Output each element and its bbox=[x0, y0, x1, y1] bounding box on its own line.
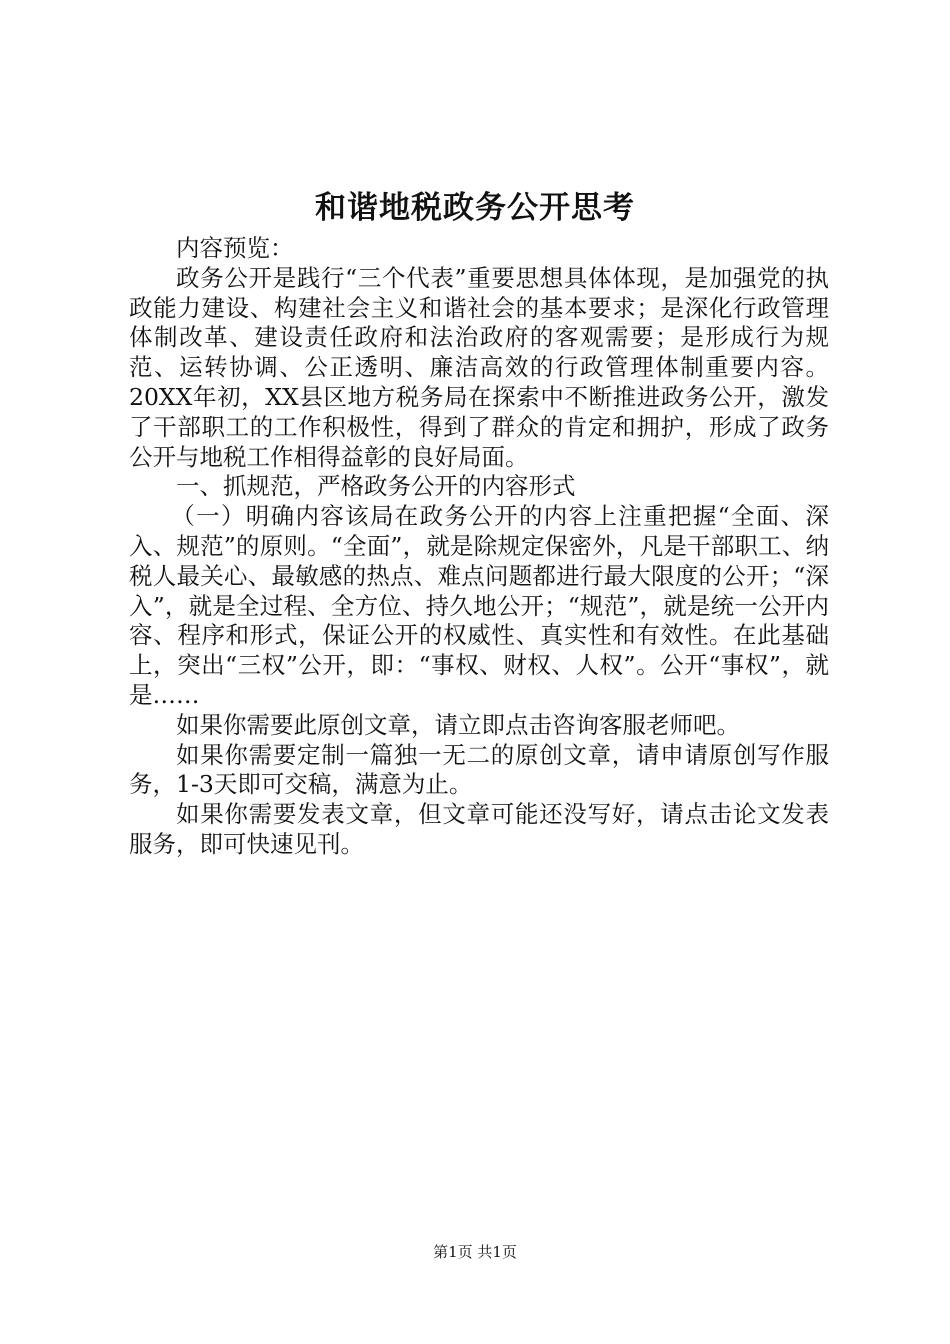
preview-label: 内容预览： bbox=[176, 234, 294, 262]
publish-service-paragraph: 如果你需要发表文章，但文章可能还没写好，请点击论文发表服务，即可快速见刊。 bbox=[129, 800, 829, 858]
contact-service-paragraph: 如果你需要此原创文章，请立即点击咨询客服老师吧。 bbox=[176, 710, 740, 739]
document-title: 和谐地税政务公开思考 bbox=[315, 190, 635, 226]
document-body bbox=[129, 234, 829, 860]
intro-paragraph: 政务公开是践行“三个代表”重要思想具体体现，是加强党的执政能力建设、构建社会主义和谐社会的基本要求；是深化行政管理体制改革、建设责任政府和法治政府的客观需要；是形成行为规范、运转协调、公正透明、廉洁高效的行政管理体制重要内容。20XX年初，XX县区地方税务局在探索中不断推进政务公开，激发了干部职工的工作积极性，得到了群众的肯定和拥护，形成了政务公开与地税工作相得益彰的良好局面。 bbox=[129, 263, 829, 471]
page-number-footer: 第1页 共1页 bbox=[433, 1243, 517, 1261]
subsection-paragraph: （一）明确内容该局在政务公开的内容上注重把握“全面、深入、规范”的原则。“全面”，就是除规定保密外，凡是干部职工、纳税人最关心、最敏感的热点、难点问题都进行最大限度的公开；“深入”，就是全过程、全方位、持久地公开；“规范”，就是统一公开内容、程序和形式，保证公开的权威性、真实性和有效性。在此基础上，突出“三权”公开，即：“事权、财权、人权”。公开“事权”，就是…… bbox=[129, 502, 829, 709]
section-heading: 一、抓规范，严格政务公开的内容形式 bbox=[176, 472, 576, 501]
custom-writing-paragraph: 如果你需要定制一篇独一无二的原创文章，请申请原创写作服务，1-3天即可交稿，满意为止。 bbox=[129, 740, 829, 799]
